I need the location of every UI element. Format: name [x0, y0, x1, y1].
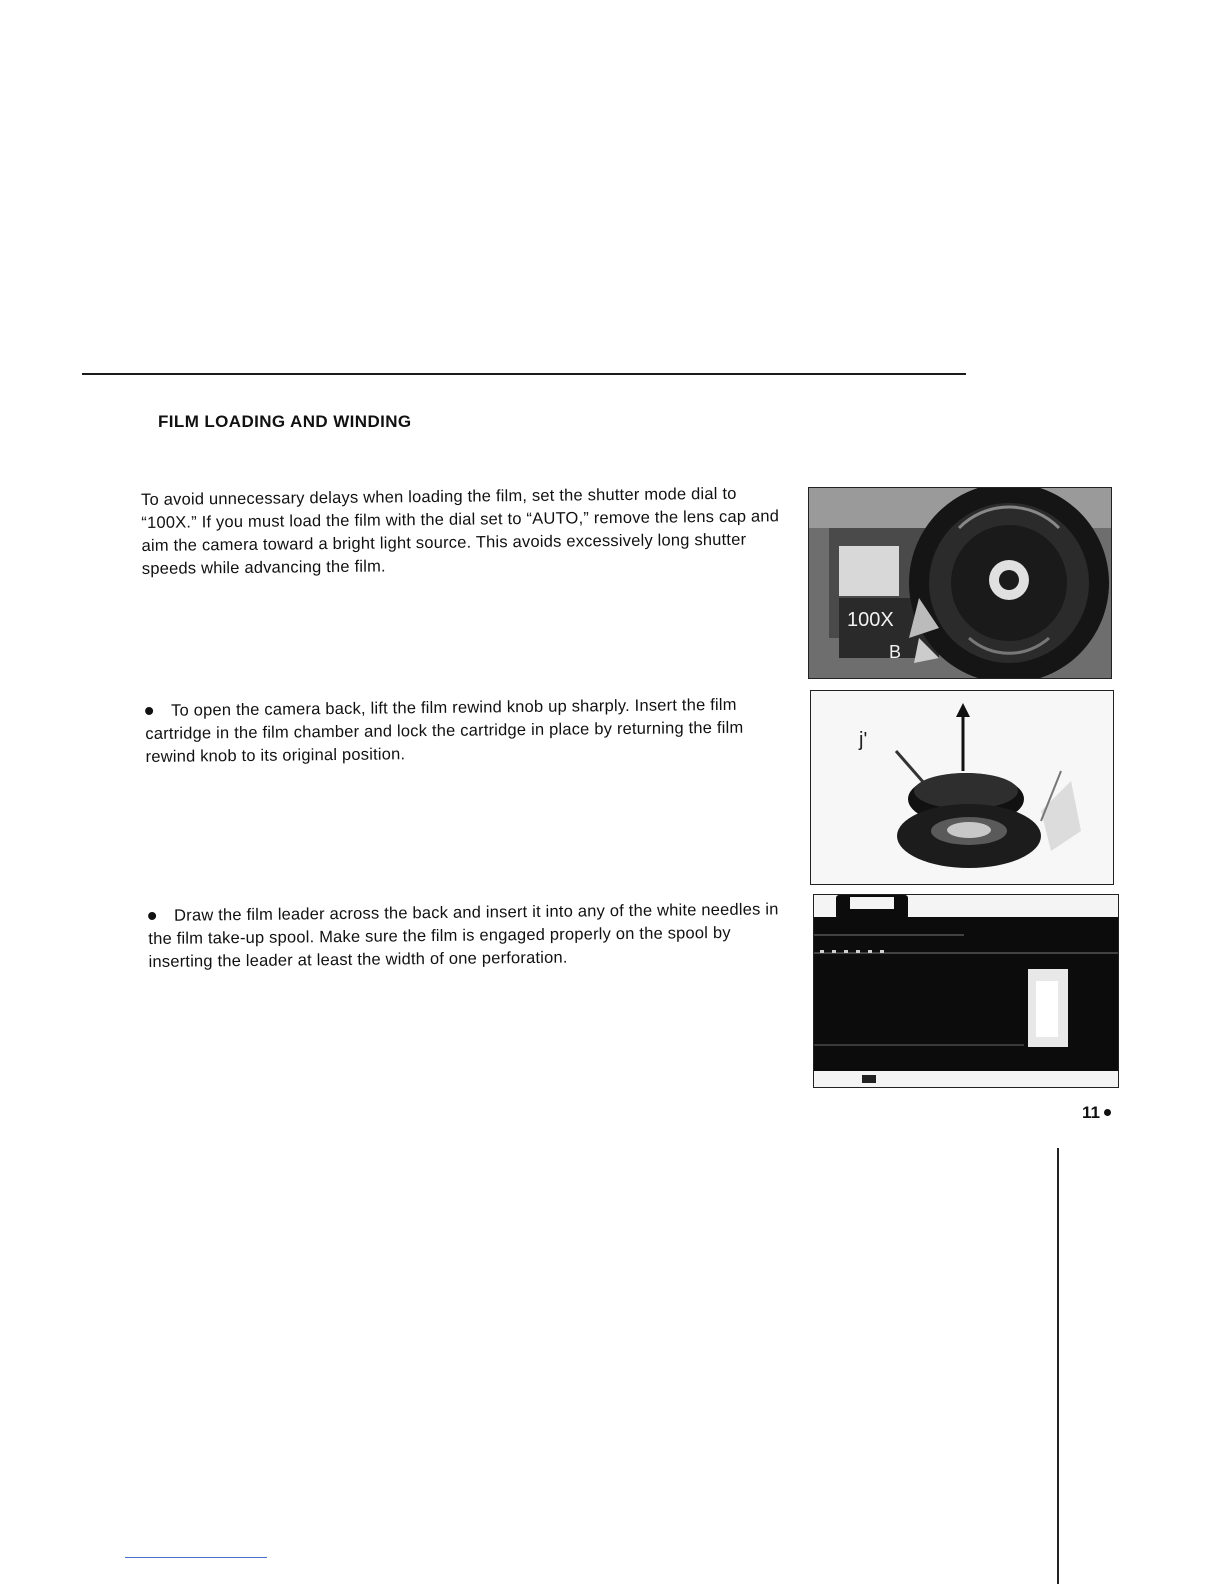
shutter-dial-photo — [808, 487, 1112, 679]
film-leader-text: Draw the film leader across the back and insert it into any of the white needles in the film take-up spool. Make sure the film is engaged properly on the spool by inserting the leader at least the width of one perforation. — [148, 900, 779, 971]
dial-b-label: B — [889, 642, 902, 662]
section-title: FILM LOADING AND WINDING — [158, 412, 412, 431]
top-horizontal-rule — [82, 373, 966, 375]
page-number-dot-icon — [1104, 1109, 1111, 1116]
take-up-spool-illustration — [814, 895, 1118, 1087]
take-up-spool-photo — [813, 894, 1119, 1088]
rewind-knob-illustration — [811, 691, 1113, 884]
page-number — [1082, 1103, 1111, 1123]
open-back-text: To open the camera back, lift the film rewind knob up sharply. Insert the film cartridge in the film chamber and lock the cartridge in place by returning the film rewind knob to its original position. — [145, 695, 744, 766]
bottom-link-underline — [125, 1557, 267, 1558]
page-number-text: 11 — [1082, 1103, 1100, 1122]
open-back-paragraph — [145, 693, 786, 769]
rewind-knob-photo — [810, 690, 1114, 885]
right-vertical-rule — [1057, 1148, 1059, 1584]
bullet-icon — [145, 707, 153, 715]
film-leader-paragraph — [148, 898, 799, 974]
shutter-dial-illustration — [809, 488, 1111, 678]
intro-paragraph: To avoid unnecessary delays when loading the film, set the shutter mode dial to “100X.” If you must load the film with the dial set to “AUTO,” remove the lens cap and aim the camera toward a bright light source. This avoids excessively long shutter speeds while advancing the film. — [141, 484, 780, 578]
dial-100x-label: 100X — [847, 609, 894, 631]
svg-text:j': j' — [859, 729, 868, 751]
bullet-icon — [148, 912, 156, 920]
